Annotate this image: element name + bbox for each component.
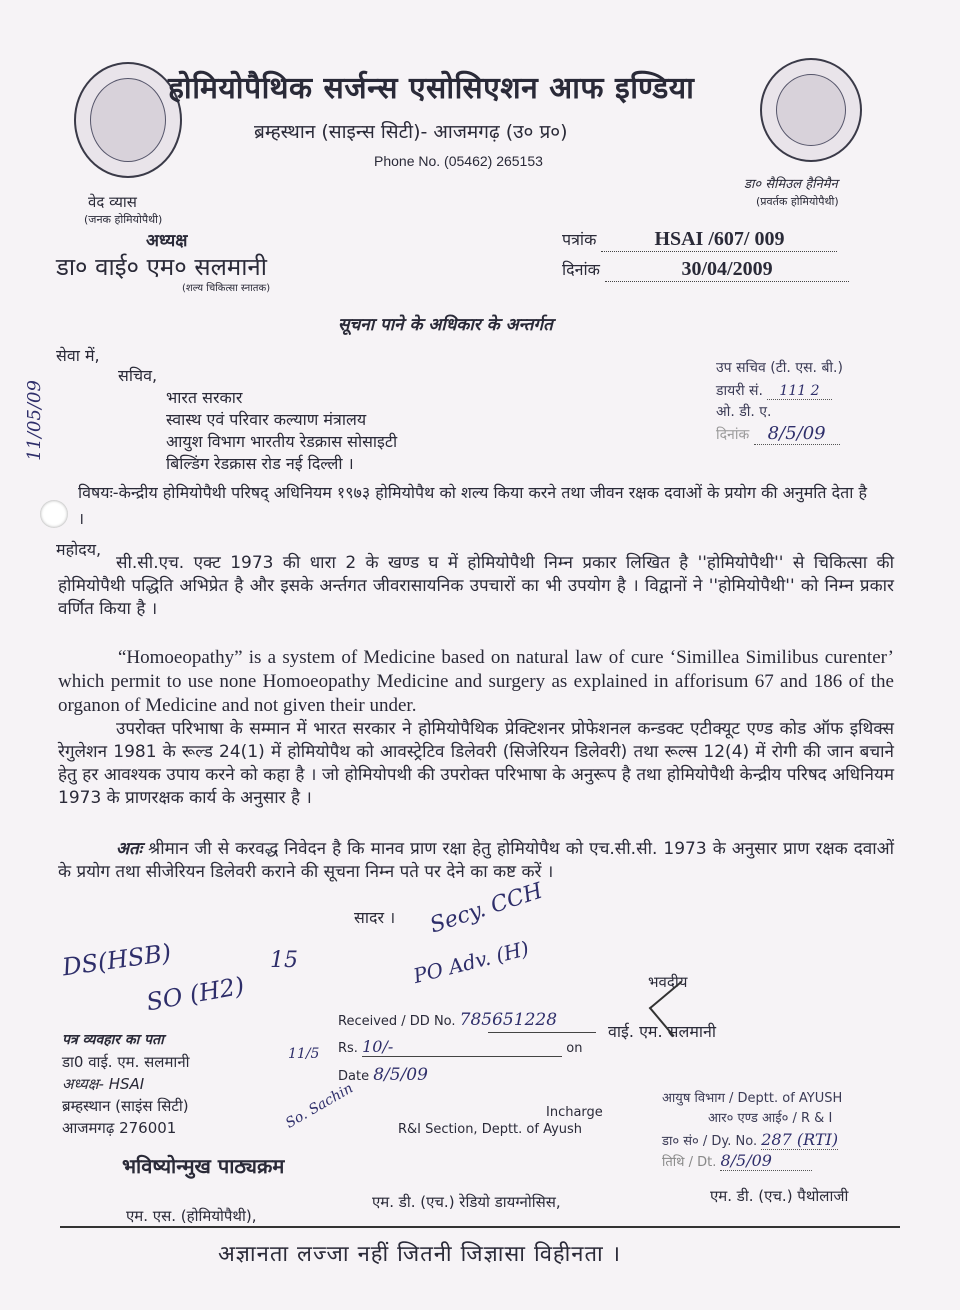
receipt-stamp-title: उप सचिव (टी. एस. बी.) — [716, 360, 843, 376]
punch-hole — [40, 500, 68, 528]
ref-number: HSAI /607/ 009 — [601, 228, 837, 252]
right-seal-portrait-icon — [776, 74, 846, 146]
handwritten-note-po: PO Adv. (H) — [410, 936, 532, 988]
addressee-to: सेवा में, — [56, 346, 100, 365]
received-date-label: Date — [338, 1069, 370, 1084]
paragraph-3: उपरोक्त परिभाषा के सम्मान में भारत सरकार ने होमियोपैथिक प्रेक्टिशनर प्रोफेशनल कन्डक्ट एटीक्यूट एण्ड कोड ऑफ इथिक्स रेगुलेशन 1981 के रूल्ड 24(1) में होमियोपैथ को आवस्ट्रेटिव डिलेवरी (सिजेरियन डिलेवरी) तथा रूल्स 12(4) में रोगी की जान बचाने हेतु हर आवश्यक उपाय करने को कहा है । जो होमियोपथी की उपरोक्त परिभाषा के अनुरूप है तथा होमियोपैथी केन्द्रीय परिषद अधिनियम 1973 के प्राणरक्षक कार्य के अनुसार है । — [58, 719, 894, 808]
receipt-date-value: 8/5/09 — [754, 423, 840, 445]
addressee-line: सचिव, — [118, 366, 158, 385]
date-row — [562, 258, 849, 282]
side-number: 11/05/09 — [23, 380, 45, 461]
org-phone: Phone No. (05462) 265153 — [374, 153, 543, 169]
dt-value: 8/5/09 — [720, 1151, 812, 1171]
greeting: महोदय, — [56, 540, 102, 559]
heading-rti: सूचना पाने के अधिकार के अन्तर्गत — [338, 315, 553, 335]
handwritten-note-ds: DS(HSB) — [60, 938, 173, 982]
rs-value: 10/- — [362, 1037, 562, 1057]
signature-name: वाई. एम. सलमानी — [608, 1022, 717, 1041]
ayush-line1: आयुष विभाग / Deptt. of AYUSH — [662, 1091, 843, 1106]
rs-label: Rs. — [338, 1041, 358, 1056]
president-name: डा० वाई० एम० सलमानी — [56, 253, 267, 281]
future-courses-title: भविष्योन्मुख पाठ्यक्रम — [122, 1154, 285, 1178]
correspondence-line: आजमगढ़ 276001 — [62, 1119, 177, 1137]
od-label: ओ. डी. ए. — [716, 404, 772, 420]
ref-label: पत्रांक — [562, 230, 597, 249]
addressee-line: आयुश विभाग भारतीय रेडक्रास सोसाइटी — [166, 432, 398, 451]
footer-divider — [60, 1226, 900, 1228]
handwritten-note-secy: Secy. CCH — [426, 878, 546, 939]
dt-label: तिथि / Dt. — [662, 1155, 717, 1170]
closing: सादर । — [354, 908, 396, 927]
correspondence-title: पत्र व्यवहार का पता — [62, 1032, 164, 1048]
handwritten-note-signature: So. Sachin — [283, 1080, 356, 1132]
course-ms: एम. एस. (होमियोपैथी), — [126, 1207, 257, 1225]
diary-value: 111 2 — [767, 383, 831, 400]
section-label: R&I Section, Deptt. of Ayush — [398, 1122, 583, 1137]
paragraph-2-english: “Homoeopathy” is a system of Medicine based on natural law of cure ‘Simillea Similibus curenter’ which permit to use none Homoeopathy Medicine and surgery as explained in afforisum 67 and 186 of the organon of Medicine and not given their under. — [58, 647, 894, 716]
correspondence-line: अध्यक्ष- HSAI — [62, 1075, 145, 1093]
addressee-line: भारत सरकार — [166, 388, 243, 407]
received-stamp — [338, 1010, 608, 1137]
right-seal-caption: डा० सैमिउल हैनिमैन — [744, 177, 838, 192]
president-qualification: (शल्य चिकित्सा स्नातक) — [182, 283, 271, 294]
correspondence-line: डा0 वाई. एम. सलमानी — [62, 1053, 190, 1071]
addressee-line: बिल्डिंग रेडक्रास रोड नई दिल्ली । — [166, 454, 354, 473]
dy-label: डा० सं० / Dy. No. — [662, 1134, 758, 1149]
ayush-line2: आर० एण्ड आई० / R & I — [708, 1111, 833, 1126]
signature-label: भवदीय — [648, 973, 688, 991]
left-seal-caption: वेद व्यास — [88, 193, 137, 211]
paragraph-4-lead: अतः — [116, 839, 143, 859]
footer-motto: अज्ञानता लज्जा नहीं जितनी जिज्ञासा विहीनता । — [218, 1242, 622, 1267]
right-seal — [760, 58, 862, 162]
received-date-value: 8/5/09 — [373, 1065, 428, 1085]
handwritten-note-so: SO (H2) — [144, 971, 247, 1017]
on-label: on — [566, 1041, 583, 1056]
subject: विषयः-केन्द्रीय होमियोपैथी परिषद् अधिनियम १९७३ होमियोपैथ को शल्य किया करने तथा जीवन रक्षक दवाओं के प्रयोग की अनुमति देता है । — [78, 483, 867, 528]
received-label: Received / DD No. — [338, 1014, 456, 1029]
diary-label: डायरी सं. — [716, 383, 763, 399]
org-name: होमियोपैथिक सर्जन्स एसोसिएशन आफ इण्डिया — [168, 71, 695, 106]
president-label: अध्यक्ष — [146, 231, 188, 251]
receipt-stamp — [716, 358, 906, 444]
incharge-label: Incharge — [546, 1105, 603, 1120]
paragraph-1: सी.सी.एच. एक्ट 1973 की धारा 2 के खण्ड घ में होमियोपैथी निम्न प्रकार लिखित है ''होमियोपैथी'' से चिकित्सा की होमियोपैथी पद्धिति अभिप्रेत है और इसके अर्न्तगत जीवरासायनिक उपचारों का भी उपयोग है । विद्वानों ने ''होमियोपैथी'' को निम्न प्रकार वर्णित किया है । — [58, 553, 894, 619]
ayush-stamp — [662, 1088, 902, 1170]
course-md-patho: एम. डी. (एच.) पैथोलाजी — [710, 1187, 849, 1205]
course-md-radio: एम. डी. (एच.) रेडियो डायग्नोसिस, — [372, 1193, 561, 1211]
paragraph-4 — [58, 838, 894, 884]
letter-date: 30/04/2009 — [605, 258, 849, 282]
left-seal-portrait-icon — [90, 78, 166, 162]
received-value: 785651228 — [459, 1010, 558, 1030]
reference-row — [562, 228, 837, 252]
date-label: दिनांक — [562, 260, 600, 279]
addressee-line: स्वास्थ एवं परिवार कल्याण मंत्रालय — [166, 410, 367, 429]
dy-value: 287 (RTI) — [761, 1130, 839, 1149]
correspondence-line: ब्रम्हस्थान (साइंस सिटी) — [62, 1097, 189, 1115]
handwritten-note-date: 11/5 — [288, 1046, 320, 1062]
paragraph-4-text: श्रीमान जी से करवद्ध निवेदन है कि मानव प्राण रक्षा हेतु होमियोपैथ को एच.सी.सी. 1973 के अनुसार प्राण रक्षक दवाओं के प्रयोग तथा सीजेरियन डिलेवरी कराने की सूचना निम्न पते पर देने का कष्ट करें । — [58, 839, 895, 882]
right-seal-sub: (प्रवर्तक होमियोपैथी) — [756, 195, 839, 208]
org-address: ब्रम्हस्थान (साइन्स सिटी)- आजमगढ़ (उ० प्र०) — [254, 121, 568, 143]
receipt-date-label: दिनांक — [716, 427, 750, 443]
left-seal-sub: (जनक होमियोपैथी) — [84, 213, 163, 226]
handwritten-note-15: 15 — [270, 948, 298, 973]
left-seal — [74, 62, 182, 178]
